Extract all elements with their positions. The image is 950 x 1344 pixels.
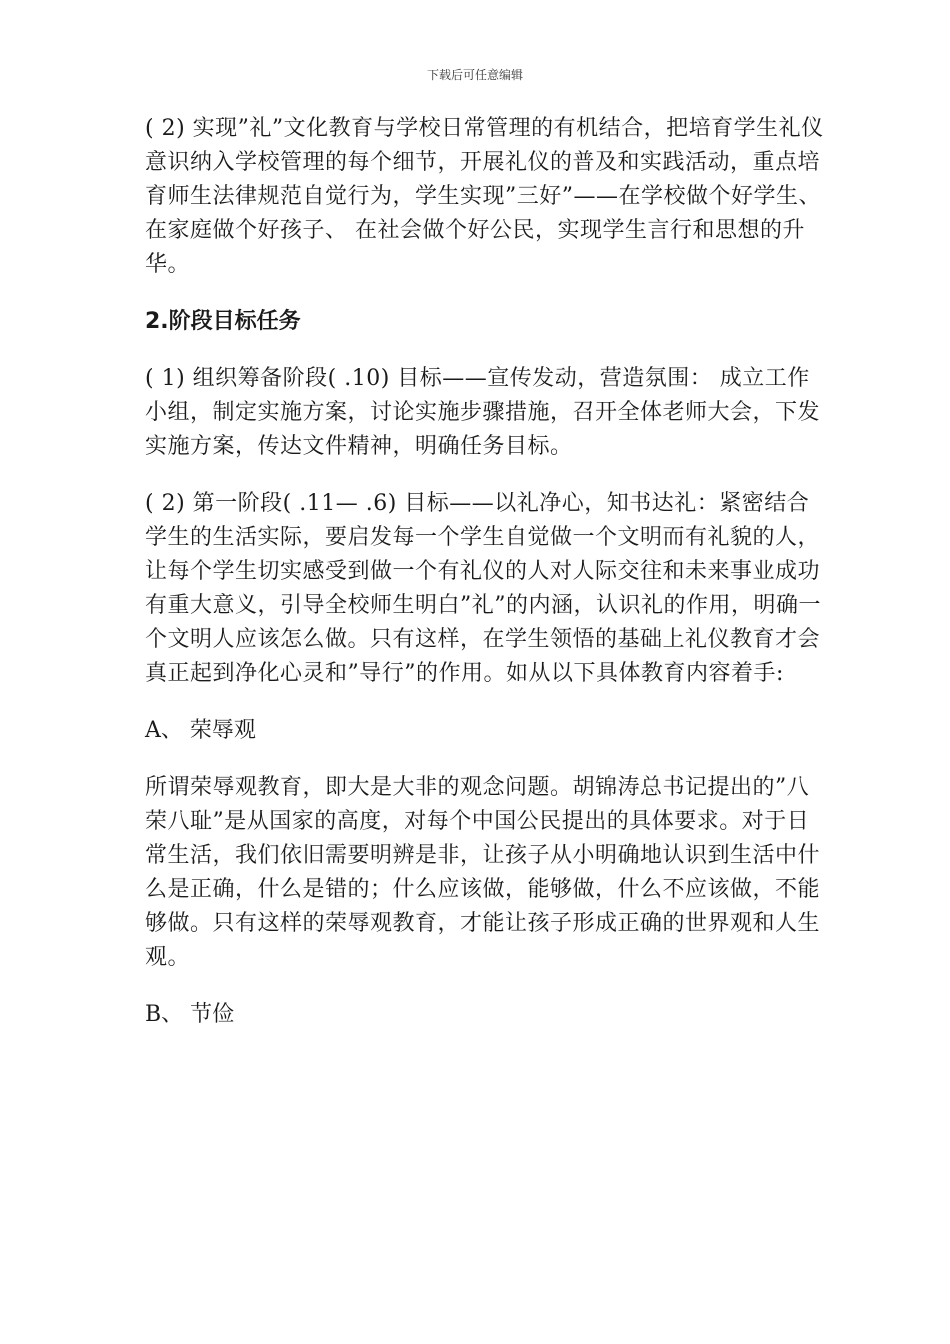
paragraph-first-stage: ( 2) 第一阶段( .11— .6) 目标——以礼净心，知书达礼：紧密结合学生的生活实际，要启发每一个学生自觉做一个文明而有礼貌的人，让每个学生切实感受到做一个有礼仪的人对人际交往和未来事业成功有重大意义，引导全校师生明白”礼”的内涵，认识礼的作用，明确一个文明人应该怎么做。只有这样，在学生领悟的基础上礼仪教育才会真正起到净化心灵和”导行”的作用。如从以下具体教育内容着手: <box>145 491 821 686</box>
document-body <box>145 112 825 1055</box>
paragraph-honor-shame: 所谓荣辱观教育，即大是大非的观念问题。胡锦涛总书记提出的”八荣八耻”是从国家的高度，对每个中国公民提出的具体要求。对于日常生活，我们依旧需要明辨是非，让孩子从小明确地认识到生活中什么是正确，什么是错的；什么应该做，能够做，什么不应该做，不能够做。只有这样的荣辱观教育，才能让孩子形成正确的世界观和人生观。 <box>145 775 821 970</box>
paragraph-preparation-stage: ( 1) 组织筹备阶段( .10) 目标——宣传发动，营造氛围： 成立工作小组，制定实施方案，讨论实施步骤措施，召开全体老师大会，下发实施方案，传达文件精神，明确任务目标。 <box>145 366 821 459</box>
section-heading-stage-goals: 2.阶段目标任务 <box>145 309 301 334</box>
subheading-thrift: B、 节俭 <box>145 1002 235 1027</box>
paragraph-goal-2: ( 2) 实现”礼”文化教育与学校日常管理的有机结合，把培育学生礼仪意识纳入学校管理的每个细节，开展礼仪的普及和实践活动，重点培育师生法律规范自觉行为，学生实现”三好”——在学校做个好学生、 在家庭做个好孩子、 在社会做个好公民，实现学生言行和思想的升华。 <box>145 116 824 277</box>
page-header: 下载后可任意编辑 <box>426 68 523 82</box>
subheading-honor-shame: A、 荣辱观 <box>145 718 256 743</box>
